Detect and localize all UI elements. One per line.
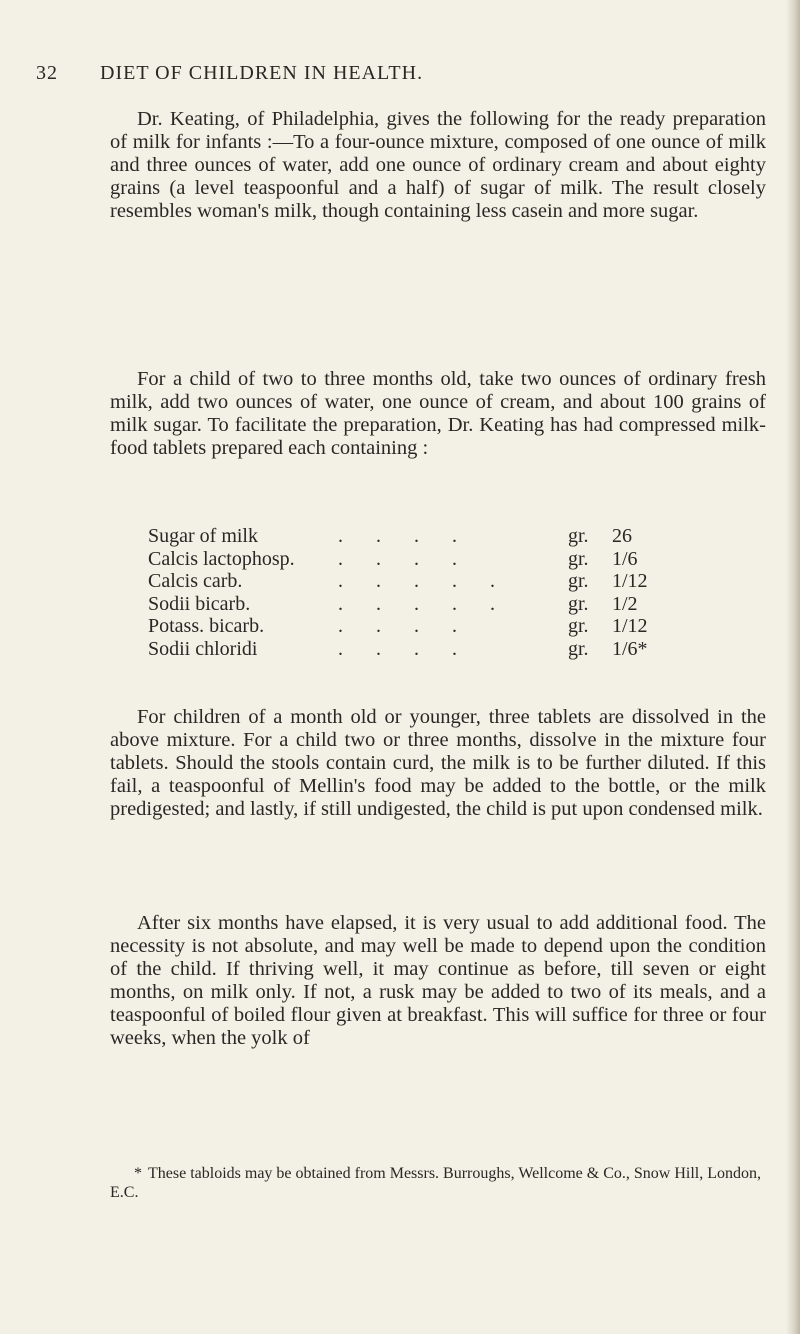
- footnote-marker: *: [134, 1165, 142, 1182]
- leader-dots: . . . .: [338, 547, 471, 570]
- footnote-text: These tabloids may be obtained from Messrs. Burroughs, Wellcome & Co., Snow Hill, London, E.C.: [110, 1165, 762, 1201]
- page-edge-shadow: [786, 0, 800, 1334]
- ingredient-amount: 26: [612, 525, 632, 547]
- paragraph-additional-food: After six months have elapsed, it is very usual to add additional food. The necessity is not absolute, and may well be made to depend upon the condition of the child. If thriving well, it may continue as before, till seven or eight months, on milk only. If not, a rusk may be added to two of its meals, and a teaspoonful of boiled flour given at breakfast. This will suffice for three or four weeks, when the yolk of: [110, 912, 766, 1049]
- ingredient-unit: gr.: [568, 525, 589, 547]
- table-row: [148, 525, 708, 548]
- footnote: [110, 1164, 766, 1202]
- ingredient-unit: gr.: [568, 592, 589, 615]
- paragraph-keating-recipe: Dr. Keating, of Philadelphia, gives the following for the ready preparation of milk for infants :—To a four-ounce mixture, composed of one ounce of milk and three ounces of water, add one ounce of ordinary cream and about eighty grains (a level teaspoonful and a half) of sugar of milk. The result closely resembles woman's milk, though containing less casein and more sugar.: [110, 108, 766, 222]
- ingredient-amount: 1/12: [612, 615, 648, 637]
- table-row: [148, 570, 708, 593]
- ingredient-unit: gr.: [568, 570, 589, 592]
- body-paragraph: [110, 706, 766, 821]
- table-row: [148, 638, 708, 661]
- leader-dots: . . . .: [338, 525, 471, 547]
- ingredient-unit: gr.: [568, 547, 589, 570]
- leader-dots: . . . .: [338, 637, 471, 660]
- page-number: 32: [36, 62, 58, 84]
- table-row: [148, 615, 708, 638]
- paragraph-two-to-three-months: For a child of two to three months old, take two ounces of ordinary fresh milk, add two ounces of water, one ounce of cream, and about 100 grains of milk sugar. To facilitate the preparation, Dr. Keating has had compressed milk-food tablets prepared each containing :: [110, 368, 766, 459]
- ingredient-amount: 1/6*: [612, 637, 648, 660]
- leader-dots: . . . .: [338, 615, 471, 637]
- ingredient-name: Sodii bicarb.: [148, 592, 251, 615]
- body-paragraph: [110, 912, 766, 1050]
- ingredient-name: Sodii chloridi: [148, 637, 258, 660]
- ingredient-name: Calcis carb.: [148, 570, 243, 592]
- tablet-contents-table: [148, 525, 708, 660]
- ingredient-amount: 1/2: [612, 592, 638, 615]
- ingredient-name: Potass. bicarb.: [148, 615, 265, 637]
- paragraph-tablet-dosing: For children of a month old or younger, three tablets are dissolved in the above mixture. For a child two or three months, dissolve in the mixture four tablets. Should the stools contain curd, the milk is to be further diluted. If this fail, a teaspoonful of Mellin's food may be added to the bottle, or the milk predigested; and lastly, if still undigested, the child is put upon condensed milk.: [110, 706, 766, 820]
- ingredient-name: Calcis lactophosp.: [148, 547, 295, 570]
- table-row: [148, 593, 708, 616]
- body-paragraph: [110, 368, 766, 460]
- ingredient-unit: gr.: [568, 637, 589, 660]
- ingredient-amount: 1/12: [612, 570, 648, 592]
- leader-dots: . . . . .: [338, 592, 509, 615]
- ingredient-unit: gr.: [568, 615, 589, 637]
- ingredient-name: Sugar of milk: [148, 525, 258, 547]
- ingredient-amount: 1/6: [612, 547, 638, 570]
- table-row: [148, 548, 708, 571]
- running-title: DIET OF CHILDREN IN HEALTH.: [100, 62, 424, 84]
- leader-dots: . . . . .: [338, 570, 509, 592]
- body-paragraph: [110, 108, 766, 223]
